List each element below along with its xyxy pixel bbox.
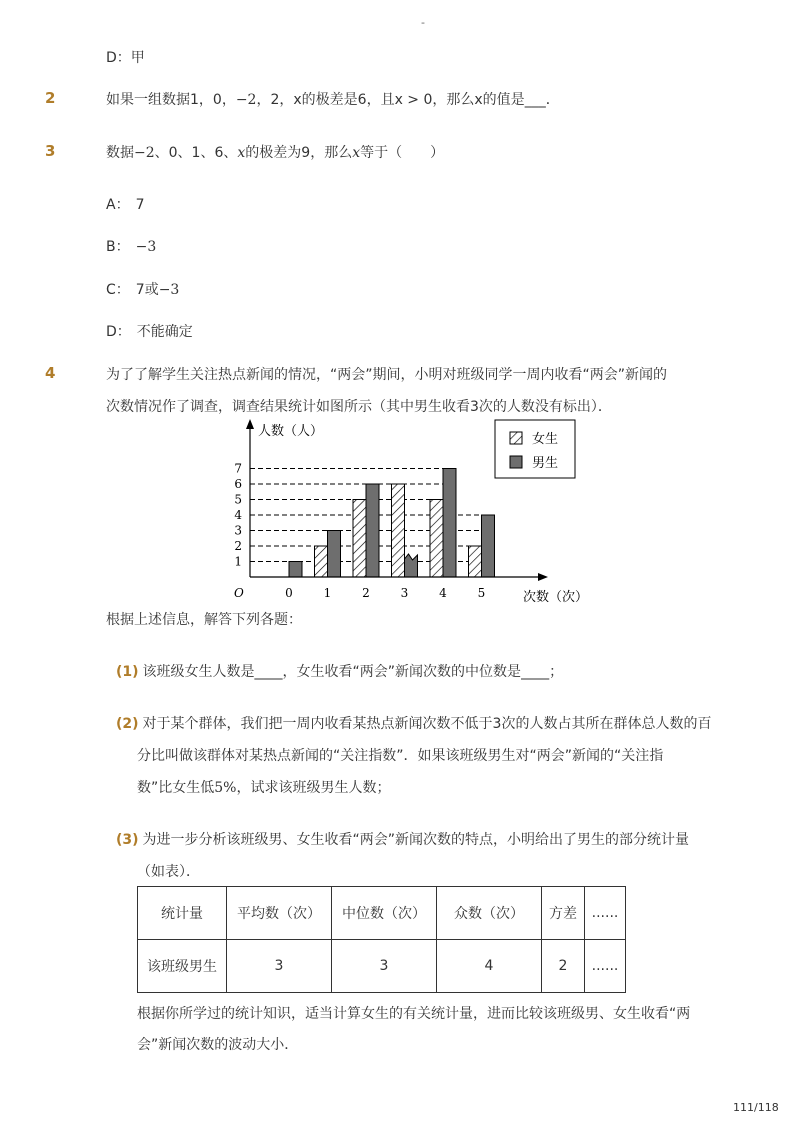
legend-swatch-female <box>510 432 522 444</box>
sub-number-1: (1) <box>116 664 139 680</box>
x-axis-arrow <box>538 573 548 581</box>
table-cell: ...... <box>585 887 626 940</box>
sub1-text-3: ； <box>549 664 564 680</box>
bar-female-5 <box>469 546 482 577</box>
q3-math-3: x <box>352 145 361 161</box>
q3-math-1: −2 <box>134 145 155 161</box>
sub2-text-3b: ，试求该班级男生人数； <box>236 780 391 796</box>
sub1-blank-2: ____ <box>521 664 550 680</box>
q2-math-1: −2 <box>235 92 257 108</box>
y-axis-arrow <box>246 419 254 429</box>
bar-female-1 <box>315 546 328 577</box>
q4-sub-3-after-2: 会”新闻次数的波动大小． <box>137 1037 299 1053</box>
question-number-3: 3 <box>45 142 56 160</box>
q4-sub-2-line-1 <box>116 713 711 733</box>
sub1-blank-1: ____ <box>254 664 283 680</box>
bar-female-2 <box>353 500 366 578</box>
q4-sub-1 <box>116 661 563 681</box>
option-label: C： <box>106 282 130 298</box>
y-tick-label: 5 <box>234 492 242 507</box>
legend-label-female: 女生 <box>532 432 559 447</box>
q3-text-2: 、0、1、6、 <box>154 145 238 161</box>
sub-number-3: (3) <box>116 832 139 848</box>
table-cell: ...... <box>585 940 626 993</box>
y-tick-label: 1 <box>234 554 242 569</box>
option-text: 7或 <box>135 282 159 298</box>
legend-label-male: 男生 <box>532 456 559 471</box>
q1-option-d <box>106 47 145 67</box>
y-tick-label: 7 <box>234 461 242 476</box>
question-number-4: 4 <box>45 364 56 382</box>
q4-sub-3-line-2: （如表）． <box>137 864 200 880</box>
q2-text-1: 如果一组数据1，0， <box>106 92 236 108</box>
y-axis-label: 人数（人） <box>258 424 324 439</box>
page-number: 111/118 <box>733 1101 779 1114</box>
bar-male-4 <box>443 469 456 578</box>
sub3-text-1: 为进一步分析该班级男、女生收看“两会”新闻次数的特点，小明给出了男生的部分统计量 <box>142 832 690 848</box>
sub1-text-2: ，女生收看“两会”新闻次数的中位数是 <box>282 664 522 680</box>
question-3-stem <box>106 142 444 162</box>
x-tick-label: 4 <box>439 586 447 600</box>
option-math: −3 <box>158 282 180 298</box>
x-tick-label: 5 <box>477 586 486 600</box>
origin-label: O <box>234 586 244 600</box>
question-2-stem <box>106 89 560 109</box>
table-cell: 平均数（次） <box>227 887 332 940</box>
header-mark: - <box>421 16 425 29</box>
option-label: D： <box>106 324 131 340</box>
q4-sub-3-after-1: 根据你所学过的统计知识，适当计算女生的有关统计量，进而比较该班级男、女生收看“两 <box>137 1006 691 1022</box>
table-header-row <box>138 887 626 940</box>
q3-option-c <box>106 279 179 299</box>
q3-option-d <box>106 321 193 341</box>
sub2-math: 5% <box>214 780 237 796</box>
bar-male-5 <box>482 515 495 577</box>
q2-blank: ___ <box>524 92 546 108</box>
q2-text-2: ，2，x的极差是6，且x > 0，那么x的值是 <box>256 92 525 108</box>
x-tick-label: 1 <box>323 586 332 600</box>
bar-male-1 <box>328 531 341 578</box>
table-cell: 统计量 <box>138 887 227 940</box>
y-tick-label: 6 <box>234 477 242 491</box>
q3-text-4: 等于（ ） <box>360 145 445 161</box>
option-text: 7 <box>135 197 145 213</box>
q4-stem-line-1: 为了了解学生关注热点新闻的情况，“两会”期间，小明对班级同学一周内收看“两会”新闻的 <box>106 367 668 383</box>
bar-female-4 <box>430 500 443 578</box>
bar-chart <box>220 415 590 607</box>
q3-option-a <box>106 194 145 214</box>
q4-stem-line-2: 次数情况作了调查，调查结果统计如图所示（其中男生收看3次的人数没有标出）． <box>106 399 612 415</box>
table-cell: 众数（次） <box>437 887 542 940</box>
x-axis-label: 次数（次） <box>523 590 589 605</box>
q3-text-3: 的极差为9，那么 <box>245 145 353 161</box>
table-cell: 2 <box>542 940 585 993</box>
table-row <box>138 940 626 993</box>
table-cell: 4 <box>437 940 542 993</box>
option-label: B： <box>106 239 130 255</box>
legend-swatch-male <box>510 456 522 468</box>
table-cell: 该班级男生 <box>138 940 227 993</box>
sub-number-2: (2) <box>116 716 139 732</box>
option-math: −3 <box>135 239 157 255</box>
sub1-text-1: 该班级女生人数是 <box>142 664 255 680</box>
bar-male-3-stub <box>405 554 418 577</box>
y-tick-label: 2 <box>234 539 242 553</box>
bar-male-0 <box>289 562 302 578</box>
q4-after-chart: 根据上述信息，解答下列各题： <box>106 612 302 628</box>
option-text: 甲 <box>130 50 145 66</box>
option-text: 不能确定 <box>136 324 193 340</box>
sub2-text-1: 对于某个群体，我们把一周内收看某热点新闻次数不低于3次的人数占其所在群体总人数的百 <box>142 716 712 732</box>
question-number-2: 2 <box>45 89 56 107</box>
x-tick-label: 0 <box>285 586 293 600</box>
x-tick-label: 2 <box>362 586 370 600</box>
table-cell: 3 <box>332 940 437 993</box>
q4-sub-2-line-2: 分比叫做该群体对某热点新闻的“关注指数”．如果该班级男生对“两会”新闻的“关注指 <box>137 748 664 764</box>
male-stats-table <box>137 886 626 993</box>
table-cell: 3 <box>227 940 332 993</box>
option-label: A： <box>106 197 130 213</box>
table-cell: 方差 <box>542 887 585 940</box>
q4-sub-3-line-1 <box>116 829 689 849</box>
q4-sub-2-line-3 <box>137 777 390 797</box>
sub2-text-3a: 数”比女生低 <box>137 780 215 796</box>
bar-female-3 <box>392 484 405 577</box>
q2-text-3: ． <box>545 92 560 108</box>
option-label: D： <box>106 50 131 66</box>
q3-math-2: x <box>237 145 246 161</box>
bar-male-2 <box>366 484 379 577</box>
y-tick-label: 4 <box>234 508 242 522</box>
x-tick-label: 3 <box>400 586 409 600</box>
table-cell: 中位数（次） <box>332 887 437 940</box>
q3-option-b <box>106 236 156 256</box>
q3-text-1: 数据 <box>106 145 134 161</box>
y-tick-label: 3 <box>234 523 242 538</box>
